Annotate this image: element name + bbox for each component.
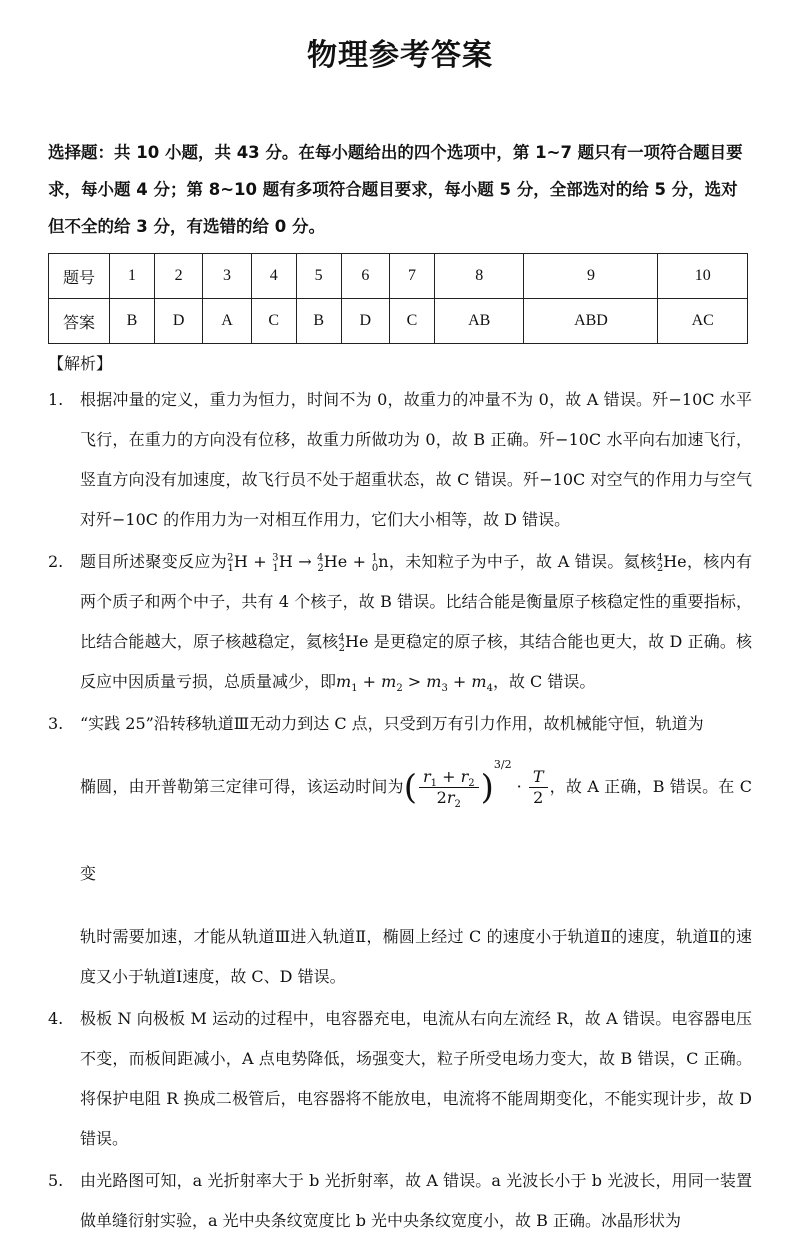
answer-cell: B	[296, 299, 341, 344]
fusion-equation: $^2_1$H + $^3_1$H → $^4_2$He + $^1_0$n	[227, 552, 389, 575]
item-number: 5.	[48, 1170, 64, 1190]
item-text-a: 题目所述聚变反应为	[80, 552, 228, 571]
instructions-paragraph: 选择题：共 10 小题，共 43 分。在每小题给出的四个选项中，第 1~7 题只有一项符合题目要求，每小题 4 分；第 8~10 题有多项符合题目要求，每小题 5 分，全部选对的给 5 分，选对但不全的给 3 分，有选错的给 0 分。	[48, 143, 743, 236]
answer-row	[49, 299, 748, 344]
item-text: 由光路图可知，a 光折射率大于 b 光折射率，故 A 错误。a 光波长小于 b 光波长，用同一装置做单缝衍射实验，a 光中央条纹宽度比 b 光中央条纹宽度小，故 B 正确。冰晶形状为	[80, 1170, 752, 1230]
answer-cell: AB	[434, 299, 524, 344]
row-header-answer: 答案	[49, 299, 110, 344]
item-number: 3.	[48, 714, 64, 733]
helium-nuclide: $^4_2$	[656, 552, 664, 575]
row-header-number: 题号	[49, 254, 110, 299]
item-text-c: He，核内有两个质子和两个中子，共有 4 个核子，故 B 错误。比结合能是衡量原子核稳定性的重要指标，比结合能越大，原子核越稳定，氦核	[80, 552, 752, 651]
answer-table	[48, 253, 748, 344]
item-text: 极板 N 向极板 M 运动的过程中，电容器充电，电流从右向左流经 R，故 A 错误。电容器电压不变，而板间距减小，A 点电势降低，场强变大，粒子所受电场力变大，故 B 错误，C 正确。将保护电阻 R 换成二极管后，电容器将不能放电，电流将不能周期变化，不能实现计步，故 D 错误。	[80, 1008, 752, 1148]
kepler-time-formula: ( $\frac{r_1 + r_2}{2r_2}$ )$^{3/2}$ · $\frac{T}{2}$	[404, 744, 550, 831]
mass-inequality: $m_1 + m_2 > m_3 + m_4$	[336, 672, 493, 695]
answer-cell: D	[154, 299, 202, 344]
explanation-item-1	[48, 380, 752, 540]
answer-cell: D	[341, 299, 389, 344]
analysis-heading: 【解析】	[48, 354, 113, 373]
item-text-b: 椭圆，由开普勒第三定律可得，该运动时间为	[80, 777, 404, 796]
item-text-c: ，故 A 正确，B 错误。在 C 变	[80, 777, 752, 883]
item-number: 2.	[48, 552, 64, 571]
item-number: 4.	[48, 1008, 64, 1028]
answer-cell: ABD	[524, 299, 658, 344]
question-number: 5	[296, 254, 341, 299]
question-number: 4	[251, 254, 296, 299]
explanation-item-2	[48, 542, 752, 702]
answer-cell: B	[110, 299, 155, 344]
explanation-item-3	[48, 704, 752, 997]
question-number: 1	[110, 254, 155, 299]
question-number: 2	[154, 254, 202, 299]
answer-cell: C	[390, 299, 435, 344]
item-number: 1.	[48, 390, 64, 409]
answer-cell: A	[203, 299, 251, 344]
question-number: 6	[341, 254, 389, 299]
question-number: 3	[203, 254, 251, 299]
item-text-a: “实践 25”沿转移轨道Ⅲ无动力到达 C 点，只受到万有引力作用，故机械能守恒，轨道为	[80, 714, 704, 733]
question-number: 8	[434, 254, 524, 299]
explanation-item-5	[48, 1161, 752, 1241]
item-text: 根据冲量的定义，重力为恒力，时间不为 0，故重力的冲量不为 0，故 A 错误。歼−10C 水平飞行，在重力的方向没有位移，故重力所做功为 0，故 B 正确。歼−10C 水平向右加速飞行，竖直方向没有加速度，故飞行员不处于超重状态，故 C 错误。歼−10C 对空气的作用力与空气对歼−10C 的作用力为一对相互作用力，它们大小相等，故 D 错误。	[80, 390, 752, 529]
item-text-d: 轨时需要加速，才能从轨道Ⅲ进入轨道Ⅱ，椭圆上经过 C 的速度小于轨道Ⅱ的速度，轨道Ⅱ的速度又小于轨道Ⅰ速度，故 C、D 错误。	[80, 926, 752, 986]
question-number-row	[49, 254, 748, 299]
answer-cell: AC	[658, 299, 748, 344]
answer-cell: C	[251, 299, 296, 344]
question-number: 7	[390, 254, 435, 299]
item-text-e: ，故 C 错误。	[492, 672, 596, 691]
item-text-b: ，未知粒子为中子，故 A 错误。氦核	[388, 552, 657, 571]
explanation-item-4	[48, 999, 752, 1159]
question-number: 10	[658, 254, 748, 299]
item-text-d: He 是更稳定的原子核，其结合能也更大，故 D 正确。核反应中因质量亏损，总质量减少，即	[80, 632, 752, 691]
question-number: 9	[524, 254, 658, 299]
page-title: 物理参考答案	[307, 38, 493, 73]
helium-nuclide: $^4_2$	[338, 632, 346, 655]
